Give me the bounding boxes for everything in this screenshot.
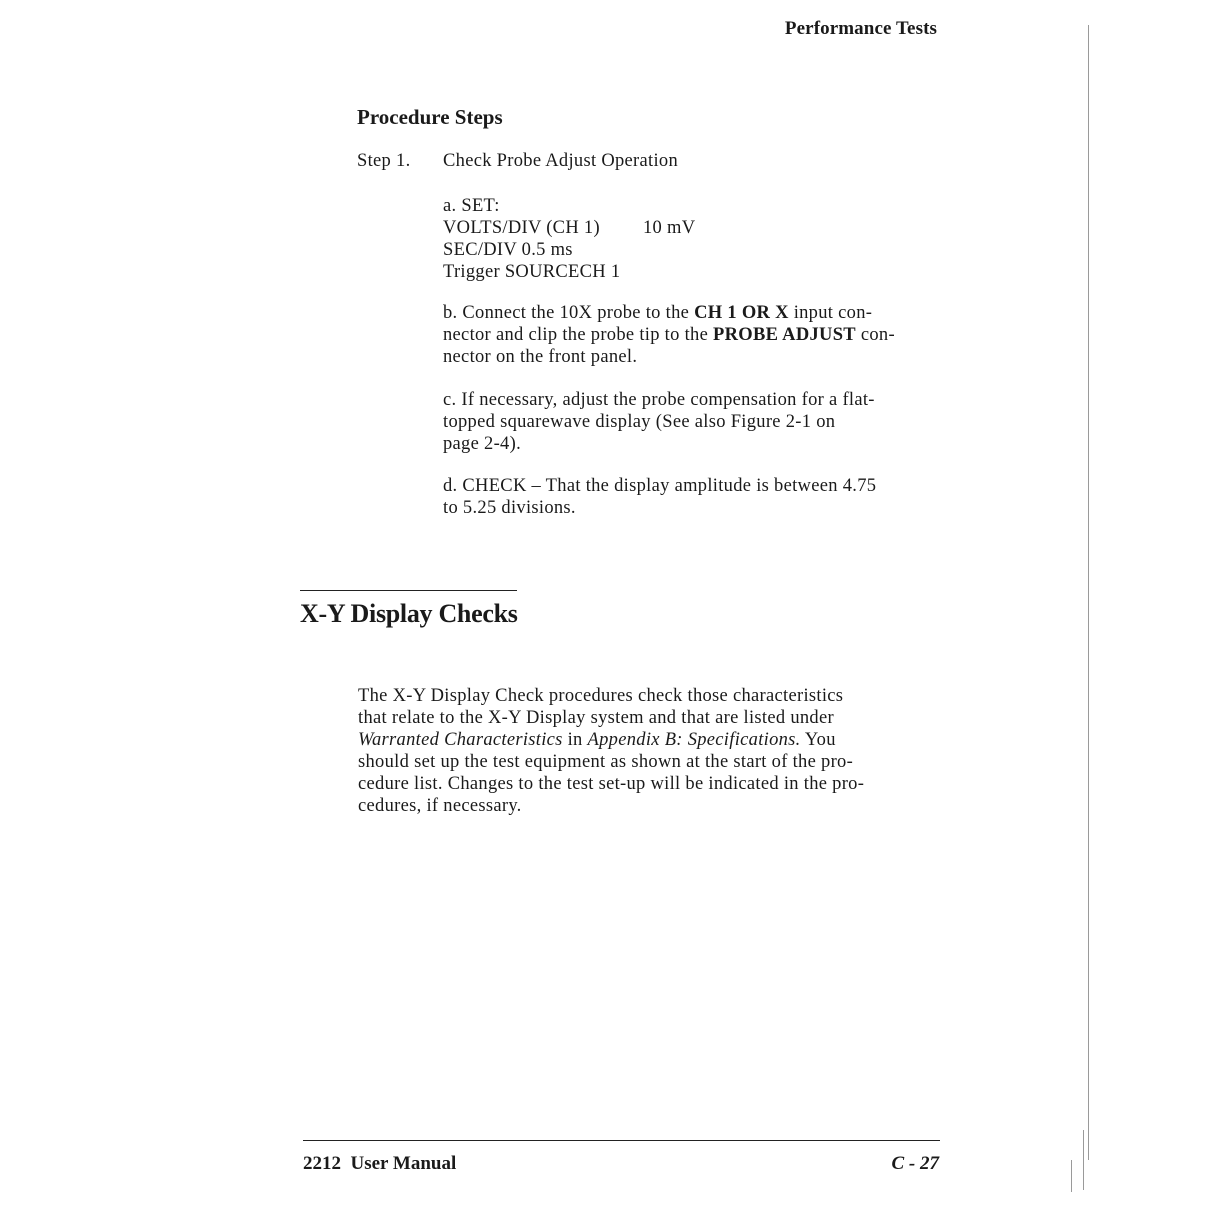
substep-b-line-1 xyxy=(443,302,933,324)
substep-b-line-2 xyxy=(443,324,933,346)
setting-row xyxy=(443,239,933,261)
control-label-probe-adjust: PROBE ADJUST xyxy=(713,325,856,345)
paragraph-line: cedures, if necessary. xyxy=(358,796,522,816)
running-header: Performance Tests xyxy=(784,18,937,39)
footer-rule xyxy=(303,1140,940,1141)
paragraph-line: cedure list. Changes to the test set-up will be indicated in the pro- xyxy=(358,774,865,794)
section-rule xyxy=(300,590,517,591)
substep-a-label: a. SET: xyxy=(443,196,500,216)
text-run: input con- xyxy=(788,303,873,323)
page-edge-line xyxy=(1088,25,1089,1160)
substep-b xyxy=(443,302,933,368)
substep-c xyxy=(443,389,933,455)
page-edge-line-lower xyxy=(1083,1130,1084,1190)
footer-manual-title: 2212 User Manual xyxy=(303,1153,457,1174)
substep-c-line-3: page 2-4). xyxy=(443,434,521,454)
text-run: You xyxy=(800,730,836,750)
setting-row xyxy=(443,217,933,239)
procedure-steps-heading: Procedure Steps xyxy=(357,105,503,129)
substep-c-line-2: topped squarewave display (See also Figure 2-1 on xyxy=(443,412,836,432)
xy-display-checks-heading: X-Y Display Checks xyxy=(300,599,518,628)
setting-name: Trigger SOURCECH 1 xyxy=(443,262,621,282)
text-run: b. Connect the 10X probe to the xyxy=(443,303,695,323)
substep-a xyxy=(443,195,933,283)
footer-page-number: C - 27 xyxy=(891,1153,939,1174)
substep-b-line-3: nector on the front panel. xyxy=(443,347,638,367)
setting-name: SEC/DIV 0.5 ms xyxy=(443,240,573,260)
page-edge-mark xyxy=(1071,1160,1072,1192)
paragraph-line: that relate to the X-Y Display system and that are listed under xyxy=(358,708,834,728)
italic-ref-appendix-b: Appendix B: Specifications. xyxy=(587,730,801,750)
xy-intro-paragraph xyxy=(358,685,938,817)
text-run: con- xyxy=(855,325,895,345)
substep-c-line-1: c. If necessary, adjust the probe compensation for a flat- xyxy=(443,390,875,410)
substep-d-line-1: d. CHECK – That the display amplitude is between 4.75 xyxy=(443,476,877,496)
step-label: Step 1. xyxy=(357,151,411,171)
control-label-ch1-or-x: CH 1 OR X xyxy=(694,303,789,323)
step-title: Check Probe Adjust Operation xyxy=(443,151,678,171)
setting-row xyxy=(443,261,933,283)
paragraph-line xyxy=(358,729,938,751)
substep-d xyxy=(443,475,933,519)
paragraph-line: The X-Y Display Check procedures check those characteristics xyxy=(358,686,844,706)
text-run: in xyxy=(562,730,588,750)
paragraph-line: should set up the test equipment as shown at the start of the pro- xyxy=(358,752,854,772)
substep-d-line-2: to 5.25 divisions. xyxy=(443,498,576,518)
setting-name: VOLTS/DIV (CH 1) xyxy=(443,218,600,238)
setting-value: 10 mV xyxy=(643,218,696,238)
text-run: nector and clip the probe tip to the xyxy=(443,325,714,345)
italic-ref-warranted-characteristics: Warranted Characteristics xyxy=(358,730,563,750)
